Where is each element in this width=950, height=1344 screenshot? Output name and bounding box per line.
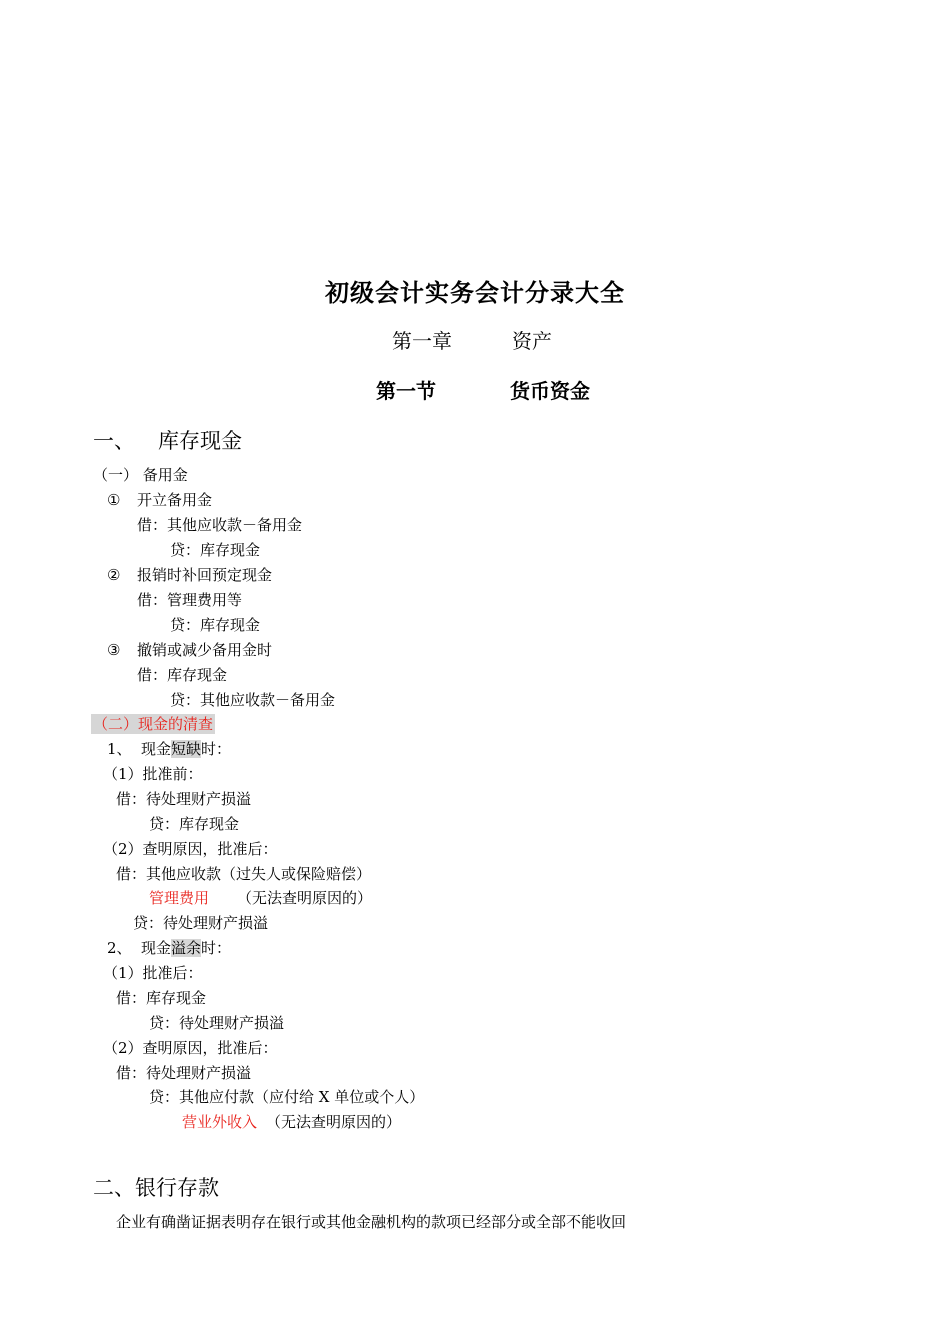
chapter-name: 资产 bbox=[512, 329, 552, 353]
section-name: 货币资金 bbox=[510, 379, 590, 403]
item1-credit: 贷：库存现金 bbox=[170, 541, 261, 559]
item2-marker: ② bbox=[107, 566, 121, 584]
item1-debit: 借：其他应收款－备用金 bbox=[137, 516, 303, 534]
surplus-heading bbox=[141, 938, 231, 958]
item2-debit: 借：管理费用等 bbox=[137, 591, 243, 609]
surplus-step2-debit: 借：待处理财产损溢 bbox=[116, 1064, 252, 1082]
surplus-keyword: 溢余 bbox=[171, 939, 202, 957]
shortage-step2-debit2-account: 管理费用 bbox=[149, 889, 210, 907]
part1-number: 一、 bbox=[93, 429, 135, 453]
item1-marker: ① bbox=[107, 491, 121, 509]
item3-marker: ③ bbox=[107, 641, 121, 659]
surplus-number: 2、 bbox=[107, 939, 132, 957]
surplus-step2-credit2-account: 营业外收入 bbox=[182, 1113, 258, 1131]
surplus-step1-credit: 贷：待处理财产损溢 bbox=[149, 1014, 285, 1032]
shortage-step2-credit: 贷：待处理财产损溢 bbox=[133, 914, 269, 932]
document-title: 初级会计实务会计分录大全 bbox=[325, 279, 625, 307]
item3-credit: 贷：其他应收款－备用金 bbox=[170, 691, 336, 709]
surplus-step2-label: （2）查明原因，批准后： bbox=[103, 1039, 278, 1057]
shortage-heading bbox=[141, 739, 231, 759]
surplus-step1-label: （1）批准后： bbox=[103, 964, 203, 982]
surplus-step2-credit: 贷：其他应付款（应付给 X 单位或个人） bbox=[149, 1088, 425, 1106]
shortage-step1-debit: 借：待处理财产损溢 bbox=[116, 790, 252, 808]
shortage-pre: 现金 bbox=[141, 740, 172, 758]
sub1-heading: （一） 备用金 bbox=[93, 466, 188, 484]
section-number: 第一节 bbox=[376, 379, 436, 403]
part2-text: 企业有确凿证据表明存在银行或其他金融机构的款项已经部分或全部不能收回 bbox=[116, 1213, 627, 1231]
shortage-step2-debit: 借：其他应收款（过失人或保险赔偿） bbox=[116, 865, 372, 883]
chapter-number: 第一章 bbox=[392, 329, 452, 353]
surplus-pre: 现金 bbox=[141, 939, 172, 957]
surplus-post: 时： bbox=[201, 939, 232, 957]
shortage-post: 时： bbox=[201, 740, 232, 758]
shortage-step1-label: （1）批准前： bbox=[103, 765, 203, 783]
item2-label: 报销时补回预定现金 bbox=[137, 566, 273, 584]
part1-title: 库存现金 bbox=[158, 429, 242, 453]
shortage-step2-label: （2）查明原因，批准后： bbox=[103, 840, 278, 858]
sub2-heading: （二）现金的清查 bbox=[93, 715, 214, 733]
item2-credit: 贷：库存现金 bbox=[170, 616, 261, 634]
shortage-number: 1、 bbox=[107, 740, 132, 758]
item3-debit: 借：库存现金 bbox=[137, 666, 228, 684]
shortage-keyword: 短缺 bbox=[171, 740, 202, 758]
part2-heading: 二、银行存款 bbox=[93, 1176, 219, 1200]
surplus-step2-credit2-note: （无法查明原因的） bbox=[266, 1113, 402, 1131]
shortage-step2-debit2-note: （无法查明原因的） bbox=[237, 889, 373, 907]
shortage-step1-credit: 贷：库存现金 bbox=[149, 815, 240, 833]
item3-label: 撤销或减少备用金时 bbox=[137, 641, 273, 659]
item1-label: 开立备用金 bbox=[137, 491, 213, 509]
surplus-step1-debit: 借：库存现金 bbox=[116, 989, 207, 1007]
